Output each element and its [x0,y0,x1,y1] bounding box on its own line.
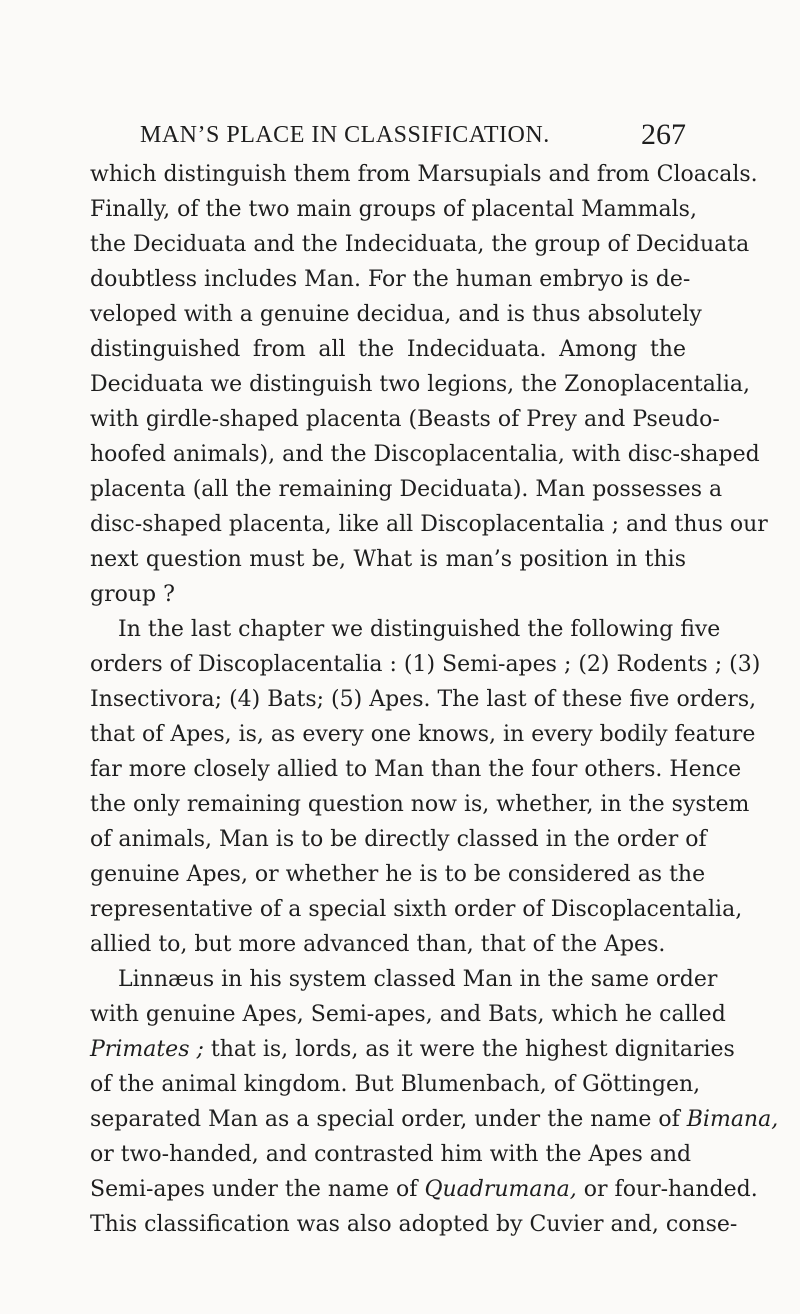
text-line: genuine Apes, or whether he is to be considered as the [90,862,706,887]
text-line: that of Apes, is, as every one knows, in every bodily feature [90,722,756,747]
text-line: This classification was also adopted by Cuvier and, conse- [90,1212,738,1237]
text-line: orders of Discoplacentalia : (1) Semi-apes ; (2) Rodents ; (3) [90,652,761,677]
text-line: placenta (all the remaining Deciduata). Man possesses a [90,477,723,502]
text-line: far more closely allied to Man than the four others. Hence [90,757,742,782]
text-line: of animals, Man is to be directly classed in the order of [90,827,707,852]
text-line-paragraph-end: allied to, but more advanced than, that of the Apes. [90,932,666,957]
running-title: MAN’S PLACE IN CLASSIFICATION. [140,122,550,148]
running-head [140,118,686,154]
body-text [90,157,779,1242]
text-line: the only remaining question now is, whether, in the system [90,792,750,817]
text-line-with-italic: Primates ; that is, lords, as it were the highest dignitaries [90,1037,735,1062]
text-line: or two-handed, and contrasted him with the Apes and [90,1142,692,1167]
page-number: 267 [641,118,686,151]
text-line: of the animal kingdom. But Blumenbach, of Göttingen, [90,1072,701,1097]
italic-term-bimana: Bimana, [686,1107,779,1132]
text-line: veloped with a genuine decidua, and is thus absolutely [90,302,702,327]
text-line-paragraph-end: group ? [90,582,175,607]
text-line: Insectivora; (4) Bats; (5) Apes. The last of these five orders, [90,687,757,712]
text-line: the Deciduata and the Indeciduata, the group of Deciduata [90,232,750,257]
text-line: with genuine Apes, Semi-apes, and Bats, which he called [90,1002,726,1027]
text-line: with girdle-shaped placenta (Beasts of Prey and Pseudo- [90,407,720,432]
text-line: Finally, of the two main groups of placental Mammals, [90,197,697,222]
italic-term-quadrumana: Quadrumana, [424,1177,577,1202]
text-line-paragraph-start: Linnæus in his system classed Man in the same order [118,967,718,992]
text-line: Deciduata we distinguish two legions, the Zonoplacentalia, [90,372,750,397]
text-line: which distinguish them from Marsupials and from Cloacals. [90,162,758,187]
text-line-with-italic: Semi-apes under the name of Quadrumana, or four-handed. [90,1177,758,1202]
text-line: doubtless includes Man. For the human embryo is de- [90,267,691,292]
text-line: next question must be, What is man’s position in this [90,547,686,572]
text-line: representative of a special sixth order of Discoplacentalia, [90,897,743,922]
text-line: distinguished from all the Indeciduata. Among the [90,337,686,362]
text-line: disc-shaped placenta, like all Discoplacentalia ; and thus our [90,512,768,537]
text-line-paragraph-start: In the last chapter we distinguished the following five [118,617,721,642]
italic-term-primates: Primates ; [90,1037,204,1062]
text-line: hoofed animals), and the Discoplacentalia, with disc-shaped [90,442,760,467]
text-line-with-italic: separated Man as a special order, under the name of Bimana, [90,1107,779,1132]
